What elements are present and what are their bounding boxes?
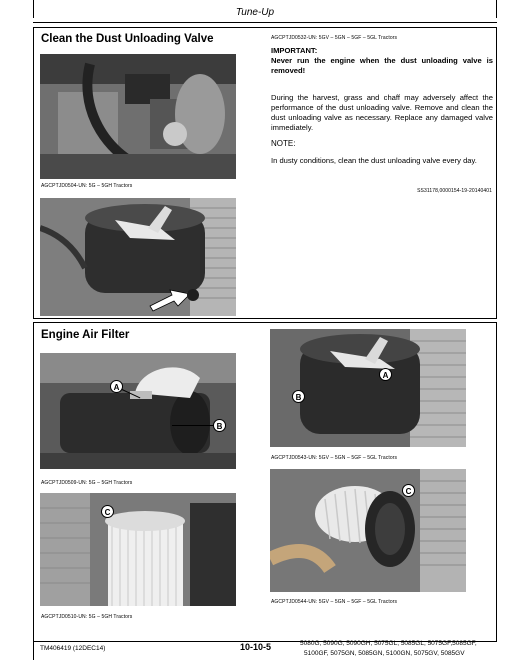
callout-c-left: C bbox=[101, 505, 114, 518]
footer-models-line1: 5080G, 5090G, 5090GH, 5075GL, 5085GL, 5075GF,5085GF, bbox=[300, 640, 477, 647]
note-body: In dusty conditions, clean the dust unloading valve every day. bbox=[271, 156, 477, 165]
callout-b-right: B bbox=[292, 390, 305, 403]
section-engine-air-filter-title: Engine Air Filter bbox=[41, 329, 130, 341]
header-title: Tune-Up bbox=[235, 7, 275, 18]
air-filter-photo1-caption: AGCPTJD0509-UN: 5G – 5GH Tractors bbox=[41, 480, 133, 486]
important-body: Never run the engine when the dust unloading valve is removed! bbox=[271, 56, 493, 75]
air-filter-photo-cover-right bbox=[270, 329, 466, 447]
dust-valve-photo-closeup bbox=[40, 198, 236, 316]
section-dust-valve-title: Clean the Dust Unloading Valve bbox=[41, 33, 214, 45]
dust-valve-photo-image bbox=[40, 54, 236, 179]
callout-a-right: A bbox=[379, 368, 392, 381]
air-filter-element-image bbox=[40, 493, 236, 606]
dust-valve-closeup-image bbox=[40, 198, 236, 316]
footer-rule bbox=[33, 642, 34, 660]
air-filter-cover-image bbox=[40, 353, 236, 469]
air-filter-photo-cover bbox=[40, 353, 236, 469]
callout-a: A bbox=[110, 380, 123, 393]
air-filter-photo-element bbox=[40, 493, 236, 606]
dust-valve-image-label: AGCPTJD0532-UN: 5GV – 5GN – 5GF – 5GL Tractors bbox=[271, 35, 398, 41]
air-filter-photo2-caption: AGCPTJD0510-UN: 5G – 5GH Tractors bbox=[41, 614, 133, 620]
dust-valve-photo-caption: AGCPTJD0504-UN: 5G – 5GH Tractors bbox=[41, 183, 133, 189]
reference-code: SS31178,0000154-19-20140401 bbox=[417, 188, 492, 194]
callout-b: B bbox=[213, 419, 226, 432]
air-filter-photo3-caption: AGCPTJD0543-UN: 5GV – 5GN – 5GF – 5GL Tractors bbox=[271, 455, 398, 461]
air-filter-photo4-caption: AGCPTJD0544-UN: 5GV – 5GN – 5GF – 5GL Tractors bbox=[271, 599, 398, 605]
callout-b-leader bbox=[172, 425, 213, 426]
header-underline bbox=[33, 22, 497, 23]
dust-valve-photo bbox=[40, 54, 236, 179]
footer-doc-number: TM406419 (12DEC14) bbox=[40, 645, 106, 652]
important-heading: IMPORTANT: bbox=[271, 46, 318, 55]
air-filter-cover-right-image bbox=[270, 329, 466, 447]
dust-valve-paragraph: During the harvest, grass and chaff may adversely affect the performance of the dust unloading valve. Remove and clean the dust unloading valve as necessary. Replace any damaged valve immediately. bbox=[271, 93, 493, 132]
air-filter-element-right-image bbox=[270, 469, 466, 592]
footer-models-line2: 5100GF, 5075GN, 5085GN, 5100GN, 5075GV, 5085GV bbox=[304, 650, 465, 657]
callout-c-right: C bbox=[402, 484, 415, 497]
note-heading: NOTE: bbox=[271, 139, 296, 148]
footer-page-number: 10-10-5 bbox=[240, 642, 272, 652]
air-filter-photo-element-right bbox=[270, 469, 466, 592]
